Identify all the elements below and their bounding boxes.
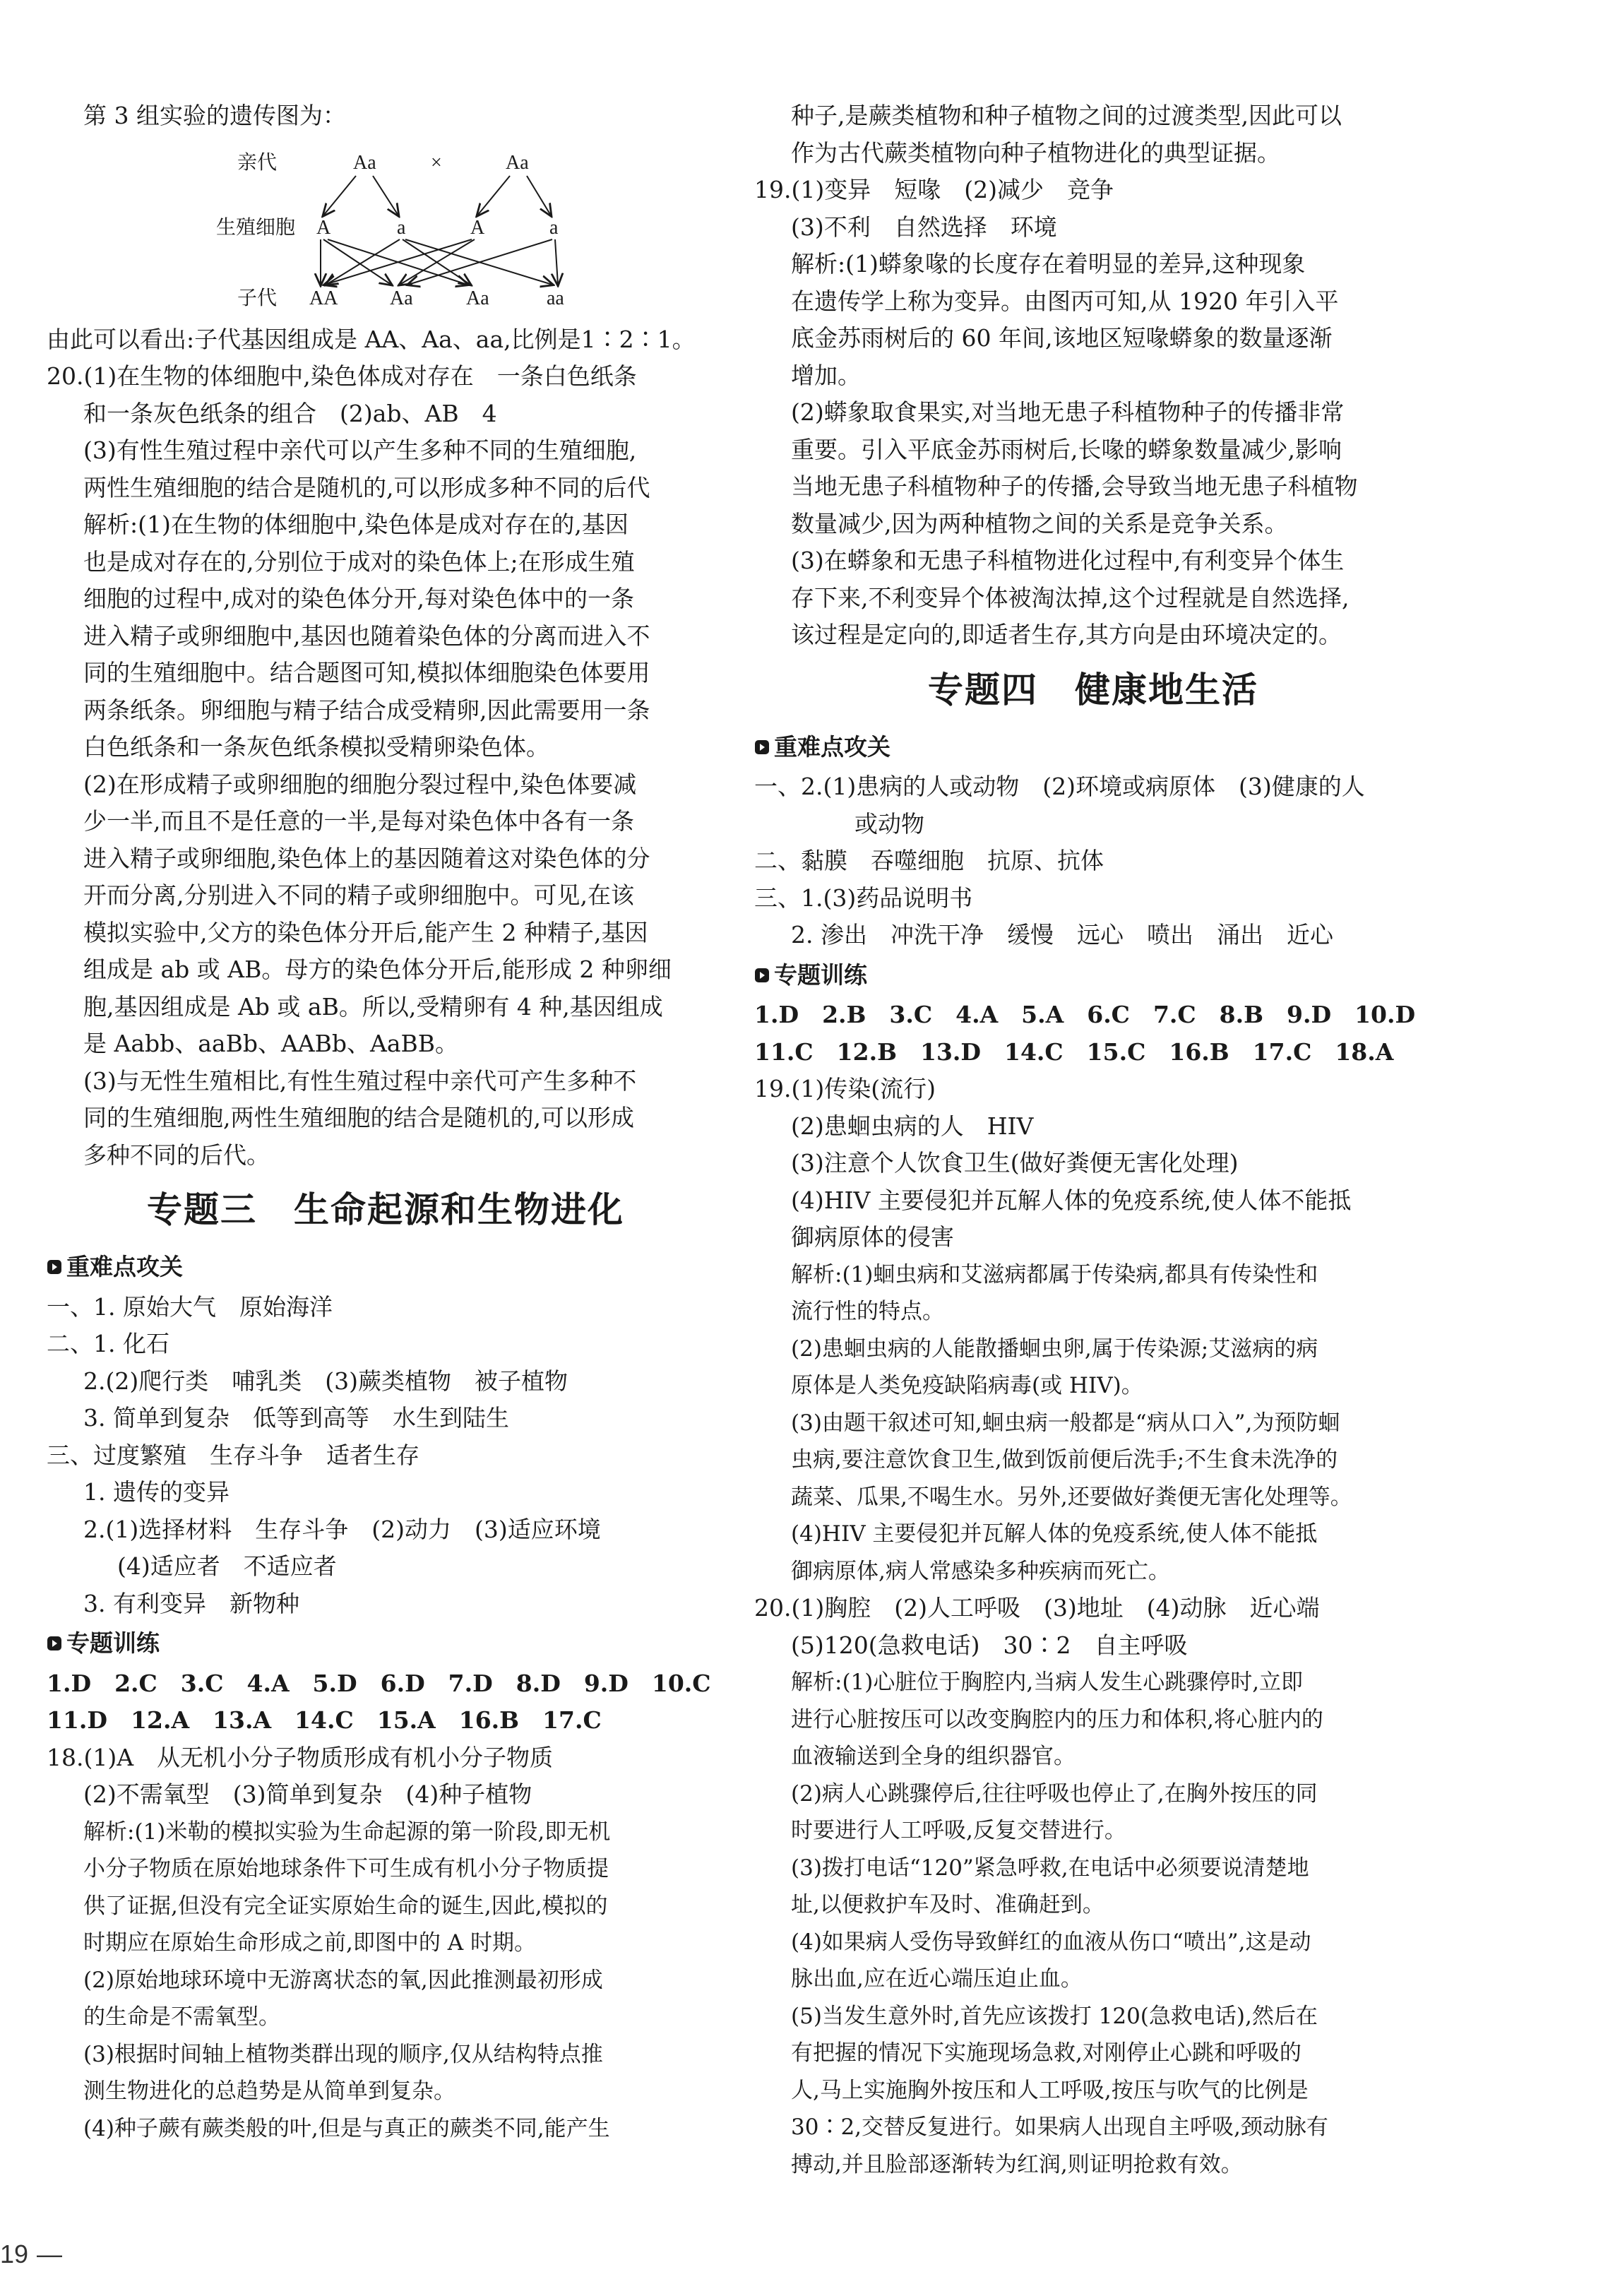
text-line: 开而分离,分别进入不同的精子或卵细胞中。可见,在该: [83, 881, 634, 909]
text-line: 血液输送到全身的组织器官。: [791, 1744, 1076, 1769]
text-line: 蔬菜、瓜果,不喝生水。另外,还要做好粪便无害化处理等。: [791, 1484, 1352, 1510]
topic3-train-heading: [47, 1625, 725, 1662]
diagram-gamete-3: A: [470, 216, 485, 239]
diagram-gamete-1: A: [316, 216, 331, 239]
text-line: 30∶2,交替反复进行。如果病人出现自主呼吸,颈动脉有: [791, 2114, 1328, 2140]
text-line: 二、黏膜 吞噬细胞 抗原、抗体: [754, 847, 1104, 874]
text-line: 该过程是定向的,即适者生存,其方向是由环境决定的。: [791, 621, 1342, 648]
text-line: 御病原体的侵害: [791, 1223, 954, 1251]
text-line: 的生命是不需氧型。: [83, 2004, 280, 2030]
topic4-train-heading: [754, 957, 1432, 994]
text-line: 作为古代蕨类植物向种子植物进化的典型证据。: [791, 138, 1280, 167]
text-line: 三、1.(3)药品说明书: [754, 884, 973, 912]
text-line: 种子,是蕨类植物和种子植物之间的过渡类型,因此可以: [791, 102, 1342, 129]
section-marker-icon: [47, 1636, 62, 1651]
text-line: 一、1. 原始大气 原始海洋: [47, 1292, 333, 1321]
text-line: 解析:(1)蛔虫病和艾滋病都属于传染病,都具有传染性和: [791, 1261, 1318, 1287]
diagram-parent-2: Aa: [506, 151, 529, 174]
text-line: 重要。引入平底金苏雨树后,长喙的蟒象数量减少,影响: [791, 435, 1342, 463]
text-line: 原体是人类免疫缺陷病毒(或 HIV)。: [791, 1373, 1143, 1398]
text-line: 搏动,并且脸部逐渐转为红润,则证明抢救有效。: [791, 2151, 1243, 2177]
text-line: 解析:(1)在生物的体细胞中,染色体是成对存在的,基因: [83, 511, 629, 538]
text-line: (4)适应者 不适应者: [117, 1552, 337, 1580]
text-line: 流行性的特点。: [791, 1299, 944, 1324]
text-line: 当地无患子科植物种子的传播,会导致当地无患子科植物: [791, 472, 1358, 500]
text-line: 解析:(1)米勒的模拟实验为生命起源的第一阶段,即无机: [83, 1819, 611, 1845]
text-line: 胞,基因组成是 Ab 或 aB。所以,受精卵有 4 种,基因组成: [83, 992, 663, 1021]
text-line: 组成是 ab 或 AB。母方的染色体分开后,能形成 2 种卵细: [83, 956, 672, 983]
answer-key-line: 11.C 12.B 13.D 14.C 15.C 16.B 17.C 18.A: [754, 1037, 1394, 1066]
diagram-label-parents: 亲代: [237, 151, 278, 174]
text-line: 进行心脏按压可以改变胸腔内的压力和体积,将心脏内的: [791, 1706, 1323, 1732]
text-line: 三、过度繁殖 生存斗争 适者生存: [47, 1441, 419, 1469]
text-line: 测生物进化的总趋势是从简单到复杂。: [83, 2078, 455, 2104]
text-line: (2)病人心跳骤停后,往往呼吸也停止了,在胸外按压的同: [791, 1780, 1318, 1807]
text-line: 人,马上实施胸外按压和人工呼吸,按压与吹气的比例是: [791, 2077, 1309, 2103]
text-line: 两条纸条。卵细胞与精子结合成受精卵,因此需要用一条: [83, 696, 650, 724]
text-line: 虫病,要注意饮食卫生,做到饭前便后洗手;不生食未洗净的: [791, 1447, 1338, 1473]
text-line: (2)患蛔虫病的人能散播蛔虫卵,属于传染源;艾滋病的病: [791, 1336, 1318, 1362]
text-line: (3)注意个人饮食卫生(做好粪便无害化处理): [791, 1149, 1239, 1177]
text-line: 18.(1)A 从无机小分子物质形成有机小分子物质: [47, 1743, 554, 1771]
text-line: (3)由题干叙述可知,蛔虫病一般都是“病从口入”,为预防蛔: [791, 1410, 1340, 1436]
page-number: 19: [0, 2240, 29, 2268]
text-line: 底金苏雨树后的 60 年间,该地区短喙蟒象的数量逐渐: [791, 324, 1333, 352]
text-line: (4)HIV 主要侵犯并瓦解人体的免疫系统,使人体不能抵: [791, 1186, 1352, 1214]
text-line: 同的生殖细胞,两性生殖细胞的结合是随机的,可以形成: [83, 1104, 634, 1131]
topic3-title: 专题三 生命起源和生物进化: [147, 1189, 624, 1230]
text-line: 2.(1)选择材料 生存斗争 (2)动力 (3)适应环境: [83, 1515, 601, 1543]
diagram-label-offspring: 子代: [237, 287, 278, 309]
inheritance-diagram: [47, 139, 612, 316]
text-line: (2)在形成精子或卵细胞的细胞分裂过程中,染色体要减: [83, 770, 637, 798]
text-line: (3)不利 自然选择 环境: [791, 213, 1057, 241]
text-line: (3)根据时间轴上植物类群出现的顺序,仅从结构特点推: [83, 2041, 603, 2067]
text-line: 19.(1)变异 短喙 (2)减少 竞争: [754, 176, 1114, 203]
text-line: 白色纸条和一条灰色纸条模拟受精卵染色体。: [83, 733, 549, 761]
text-line: 御病原体,病人常感染多种疾病而死亡。: [791, 1558, 1170, 1584]
text-line: 1. 遗传的变异: [83, 1478, 230, 1506]
text-line: (3)与无性生殖相比,有性生殖过程中亲代可产生多种不: [83, 1066, 637, 1095]
text-line: 存下来,不利变异个体被淘汰掉,这个过程就是自然选择,: [791, 583, 1350, 612]
text-line: 时期应在原始生命形成之前,即图中的 A 时期。: [83, 1930, 536, 1956]
text-line: 2. 渗出 冲洗干净 缓慢 远心 喷出 涌出 近心: [791, 921, 1333, 948]
text-line: 细胞的过程中,成对的染色体分开,每对染色体中的一条: [83, 585, 634, 612]
section-marker-icon: [754, 739, 770, 755]
text-line: 增加。: [791, 361, 861, 389]
diagram-offspring-2: Aa: [390, 287, 413, 309]
text-line: 20.(1)在生物的体细胞中,染色体成对存在 一条白色纸条: [47, 362, 637, 390]
text-line: 数量减少,因为两种植物之间的关系是竞争关系。: [791, 509, 1288, 537]
section-heading-label: 专题训练: [66, 1629, 160, 1657]
text-line: (4)如果病人受伤导致鲜红的血液从伤口“喷出”,这是动: [791, 1929, 1311, 1955]
text-line: 供了证据,但没有完全证实原始生命的诞生,因此,模拟的: [83, 1893, 608, 1919]
diagram-cross: ×: [431, 151, 442, 174]
text-line: 也是成对存在的,分别位于成对的染色体上;在形成生殖: [83, 547, 635, 576]
text-line: 2.(2)爬行类 哺乳类 (3)蕨类植物 被子植物: [83, 1367, 568, 1395]
diagram-gamete-4: a: [549, 216, 559, 239]
text-line: 解析:(1)蟒象喙的长度存在着明显的差异,这种现象: [791, 250, 1306, 278]
text-line: (5)当发生意外时,首先应该拨打 120(急救电话),然后在: [791, 2003, 1318, 2029]
text-line: 3. 有利变异 新物种: [83, 1589, 299, 1617]
section-heading-label: 重难点攻关: [774, 732, 891, 761]
diagram-parent-1: Aa: [353, 151, 376, 174]
text-line: (2)蟒象取食果实,对当地无患子科植物种子的传播非常: [791, 398, 1345, 426]
section-marker-icon: [47, 1259, 62, 1275]
topic4-title: 专题四 健康地生活: [928, 669, 1258, 710]
diagram-arrows: [321, 176, 558, 285]
section-heading-label: 专题训练: [774, 960, 867, 989]
diagram-gamete-2: a: [397, 216, 406, 239]
text-line: 时要进行人工呼吸,反复交替进行。: [791, 1818, 1126, 1843]
answer-key-line: 1.D 2.B 3.C 4.A 5.A 6.C 7.C 8.B 9.D 10.D: [754, 1001, 1416, 1028]
text-line: 进入精子或卵细胞,染色体上的基因随着这对染色体的分: [83, 844, 650, 872]
q20-answer: [47, 358, 725, 1174]
text-line: 是 Aabb、aaBb、AABb、AaBB。: [83, 1030, 459, 1057]
text-line: (2)患蛔虫病的人 HIV: [791, 1112, 1034, 1140]
section-marker-icon: [754, 968, 770, 983]
answer-key-line: 11.D 12.A 13.A 14.C 15.A 16.B 17.C: [47, 1706, 602, 1734]
text-line: (2)原始地球环境中无游离状态的氧,因此推测最初形成: [83, 1967, 603, 1993]
diagram-conclusion: 由此可以看出:子代基因组成是 AA、Aa、aa,比例是1∶2∶1。: [47, 325, 696, 353]
text-line: 多种不同的后代。: [83, 1141, 270, 1169]
text-line: 解析:(1)心脏位于胸腔内,当病人发生心跳骤停时,立即: [791, 1670, 1304, 1695]
text-line: 3. 简单到复杂 低等到高等 水生到陆生: [83, 1404, 509, 1432]
text-line: (4)种子蕨有蕨类般的叶,但是与真正的蕨类不同,能产生: [83, 2115, 610, 2141]
text-line: 少一半,而且不是任意的一半,是每对染色体中各有一条: [83, 807, 634, 835]
text-line: 同的生殖细胞中。结合题图可知,模拟体细胞染色体要用: [83, 659, 650, 686]
text-line: 脉出血,应在近心端压迫止血。: [791, 1966, 1083, 1992]
text-line: 模拟实验中,父方的染色体分开后,能产生 2 种精子,基因: [83, 918, 648, 946]
text-line: (2)不需氧型 (3)简单到复杂 (4)种子植物: [83, 1780, 532, 1808]
section-heading-label: 重难点攻关: [66, 1253, 183, 1280]
diagram-offspring-1: AA: [309, 287, 338, 309]
diagram-offspring-3: Aa: [466, 287, 489, 309]
text-line: 一、2.(1)患病的人或动物 (2)环境或病原体 (3)健康的人: [754, 773, 1365, 800]
page-footer: [0, 2236, 62, 2273]
text-line: 在遗传学上称为变异。由图丙可知,从 1920 年引入平: [791, 287, 1339, 315]
text-line: 和一条灰色纸条的组合 (2)ab、AB 4: [83, 399, 497, 427]
text-line: 两性生殖细胞的结合是随机的,可以形成多种不同的后代: [83, 473, 650, 501]
text-line: 二、1. 化石: [47, 1330, 169, 1357]
answer-key-line: 1.D 2.C 3.C 4.A 5.D 6.D 7.D 8.D 9.D 10.C: [47, 1669, 711, 1697]
text-line: 小分子物质在原始地球条件下可生成有机小分子物质提: [83, 1856, 609, 1881]
text-line: (4)HIV 主要侵犯并瓦解人体的免疫系统,使人体不能抵: [791, 1521, 1318, 1547]
text-line: (3)有性生殖过程中亲代可以产生多种不同的生殖细胞,: [83, 436, 637, 464]
topic3-key-heading: [47, 1249, 725, 1286]
footer-dash: —: [37, 2240, 63, 2268]
text-line: 有把握的情况下实施现场急救,对刚停止心跳和呼吸的: [791, 2040, 1302, 2066]
text-line: 址,以便救护车及时、准确赶到。: [791, 1892, 1104, 1917]
text-line: 或动物: [854, 809, 924, 838]
right-column: [754, 97, 1432, 2183]
diagram-offspring-4: aa: [547, 287, 564, 309]
topic4-key-heading: [754, 729, 1432, 766]
text-line: 进入精子或卵细胞中,基因也随着染色体的分离而进入不: [83, 621, 650, 650]
text-line: 19.(1)传染(流行): [754, 1075, 936, 1102]
text-line: (3)在蟒象和无患子科植物进化过程中,有利变异个体生: [791, 547, 1345, 574]
diagram-intro: 第 3 组实验的遗传图为：: [83, 102, 346, 129]
left-column: [47, 97, 725, 2147]
text-line: (3)拨打电话“120”紧急呼救,在电话中必须要说清楚地: [791, 1855, 1309, 1881]
text-line: 20.(1)胸腔 (2)人工呼吸 (3)地址 (4)动脉 近心端: [754, 1594, 1320, 1622]
text-line: (5)120(急救电话) 30∶2 自主呼吸: [791, 1631, 1188, 1659]
diagram-label-gametes: 生殖细胞: [216, 216, 296, 239]
